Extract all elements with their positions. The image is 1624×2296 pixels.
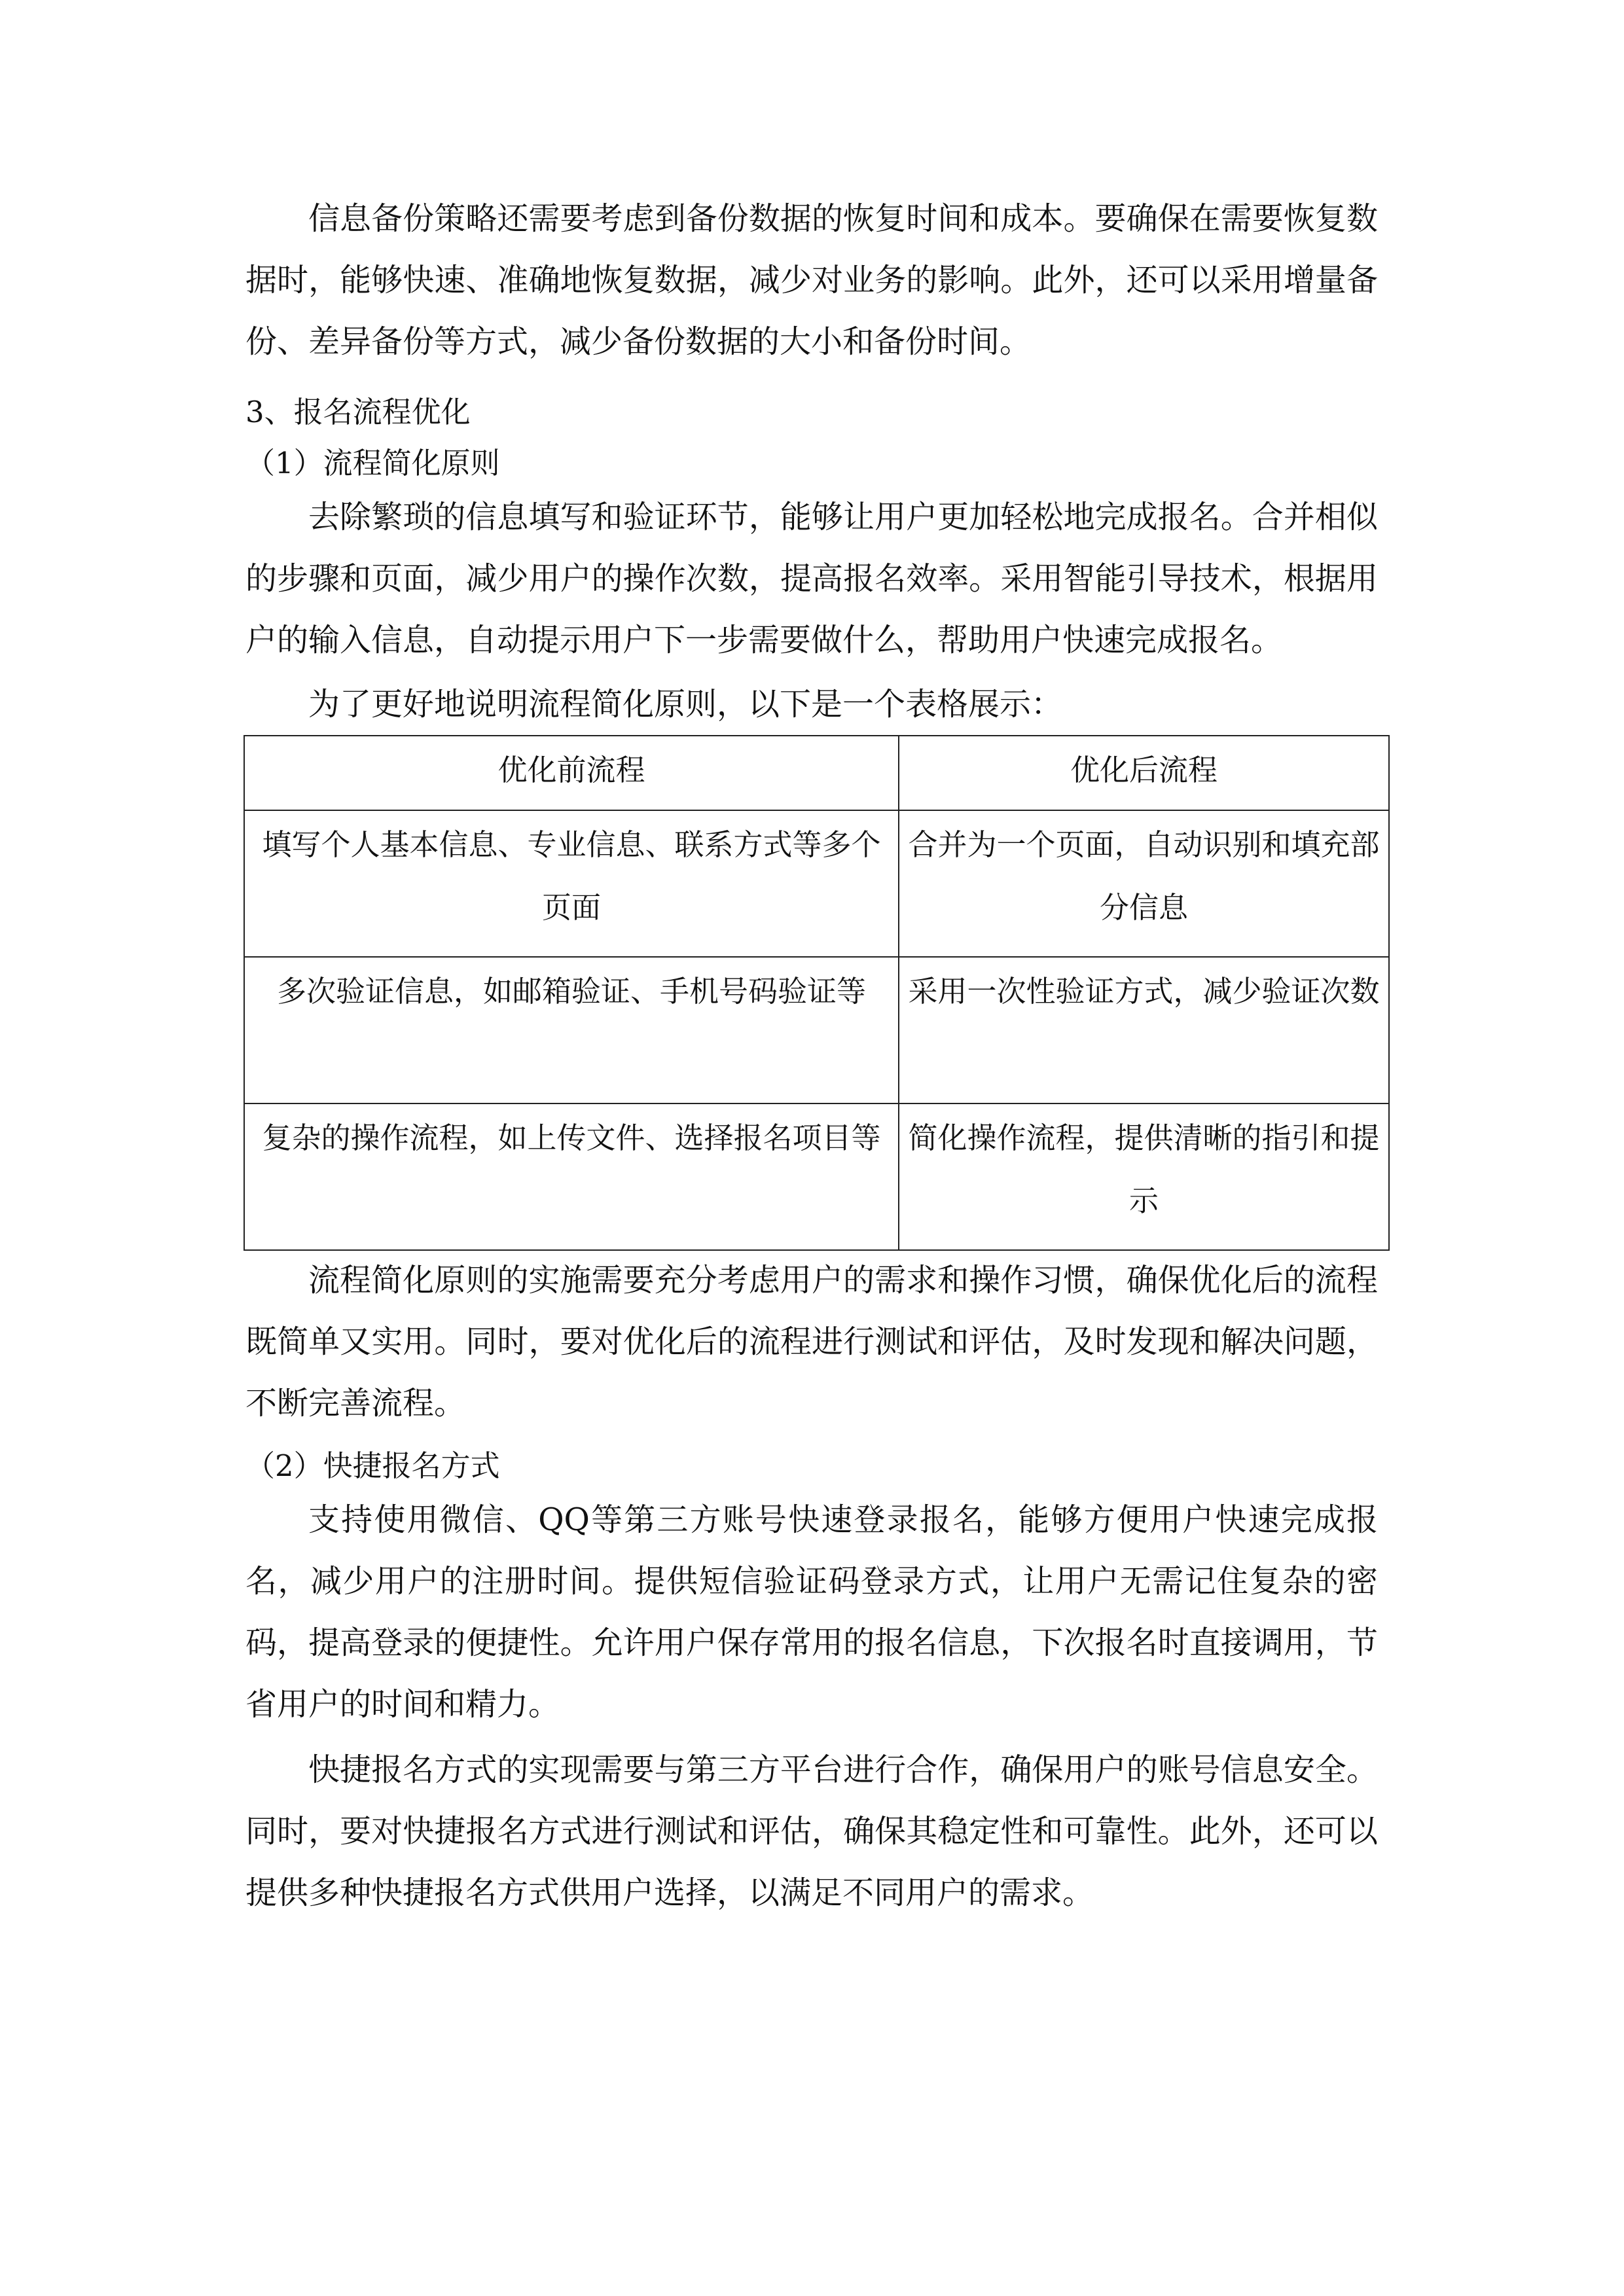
paragraph-backup-strategy: 信息备份策略还需要考虑到备份数据的恢复时间和成本。要确保在需要恢复数据时，能够快速、准确地恢复数据，减少对业务的影响。此外，还可以采用增量备份、差异备份等方式，减少备份数据的大小和备份时间。	[245, 200, 1378, 360]
section-title-signup-optimization: 3、报名流程优化	[245, 395, 471, 429]
table-cell-before: 填写个人基本信息、专业信息、联系方式等多个页面	[244, 810, 899, 957]
subsection-title-quick-signup: （2）快捷报名方式	[245, 1448, 500, 1483]
paragraph-quick-signup: 支持使用微信、QQ等第三方账号快速登录报名，能够方便用户快速完成报名，减少用户的注册时间。提供短信验证码登录方式，让用户无需记住复杂的密码，提高登录的便捷性。允许用户保存常用的报名信息，下次报名时直接调用，节省用户的时间和精力。	[245, 1501, 1378, 1723]
table-header-after: 优化后流程	[899, 736, 1389, 810]
page-content	[245, 188, 1378, 1924]
comparison-table	[244, 735, 1390, 1251]
table-row	[244, 810, 1389, 957]
paragraph-quick-signup-implementation: 快捷报名方式的实现需要与第三方平台进行合作，确保用户的账号信息安全。同时，要对快捷报名方式进行测试和评估，确保其稳定性和可靠性。此外，还可以提供多种快捷报名方式供用户选择，以满足不同用户的需求。	[245, 1751, 1378, 1911]
paragraph-table-intro: 为了更好地说明流程简化原则，以下是一个表格展示：	[308, 686, 1063, 723]
table-cell-after: 采用一次性验证方式，减少验证次数	[899, 957, 1389, 1103]
comparison-table-wrapper	[245, 735, 1378, 1251]
subsection-title-simplification: （1）流程简化原则	[245, 446, 500, 480]
table-row	[244, 957, 1389, 1103]
paragraph-simplification-implementation: 流程简化原则的实施需要充分考虑用户的需求和操作习惯，确保优化后的流程既简单又实用。同时，要对优化后的流程进行测试和评估，及时发现和解决问题，不断完善流程。	[245, 1262, 1378, 1422]
table-cell-after: 简化操作流程，提供清晰的指引和提示	[899, 1103, 1389, 1250]
table-cell-before: 复杂的操作流程，如上传文件、选择报名项目等	[244, 1103, 899, 1250]
table-row	[244, 1103, 1389, 1250]
table-cell-after: 合并为一个页面，自动识别和填充部分信息	[899, 810, 1389, 957]
table-header-before: 优化前流程	[244, 736, 899, 810]
paragraph-simplification: 去除繁琐的信息填写和验证环节，能够让用户更加轻松地完成报名。合并相似的步骤和页面，减少用户的操作次数，提高报名效率。采用智能引导技术，根据用户的输入信息，自动提示用户下一步需要做什么，帮助用户快速完成报名。	[245, 499, 1378, 658]
table-cell-before: 多次验证信息，如邮箱验证、手机号码验证等	[244, 957, 899, 1103]
table-header-row	[244, 736, 1389, 810]
